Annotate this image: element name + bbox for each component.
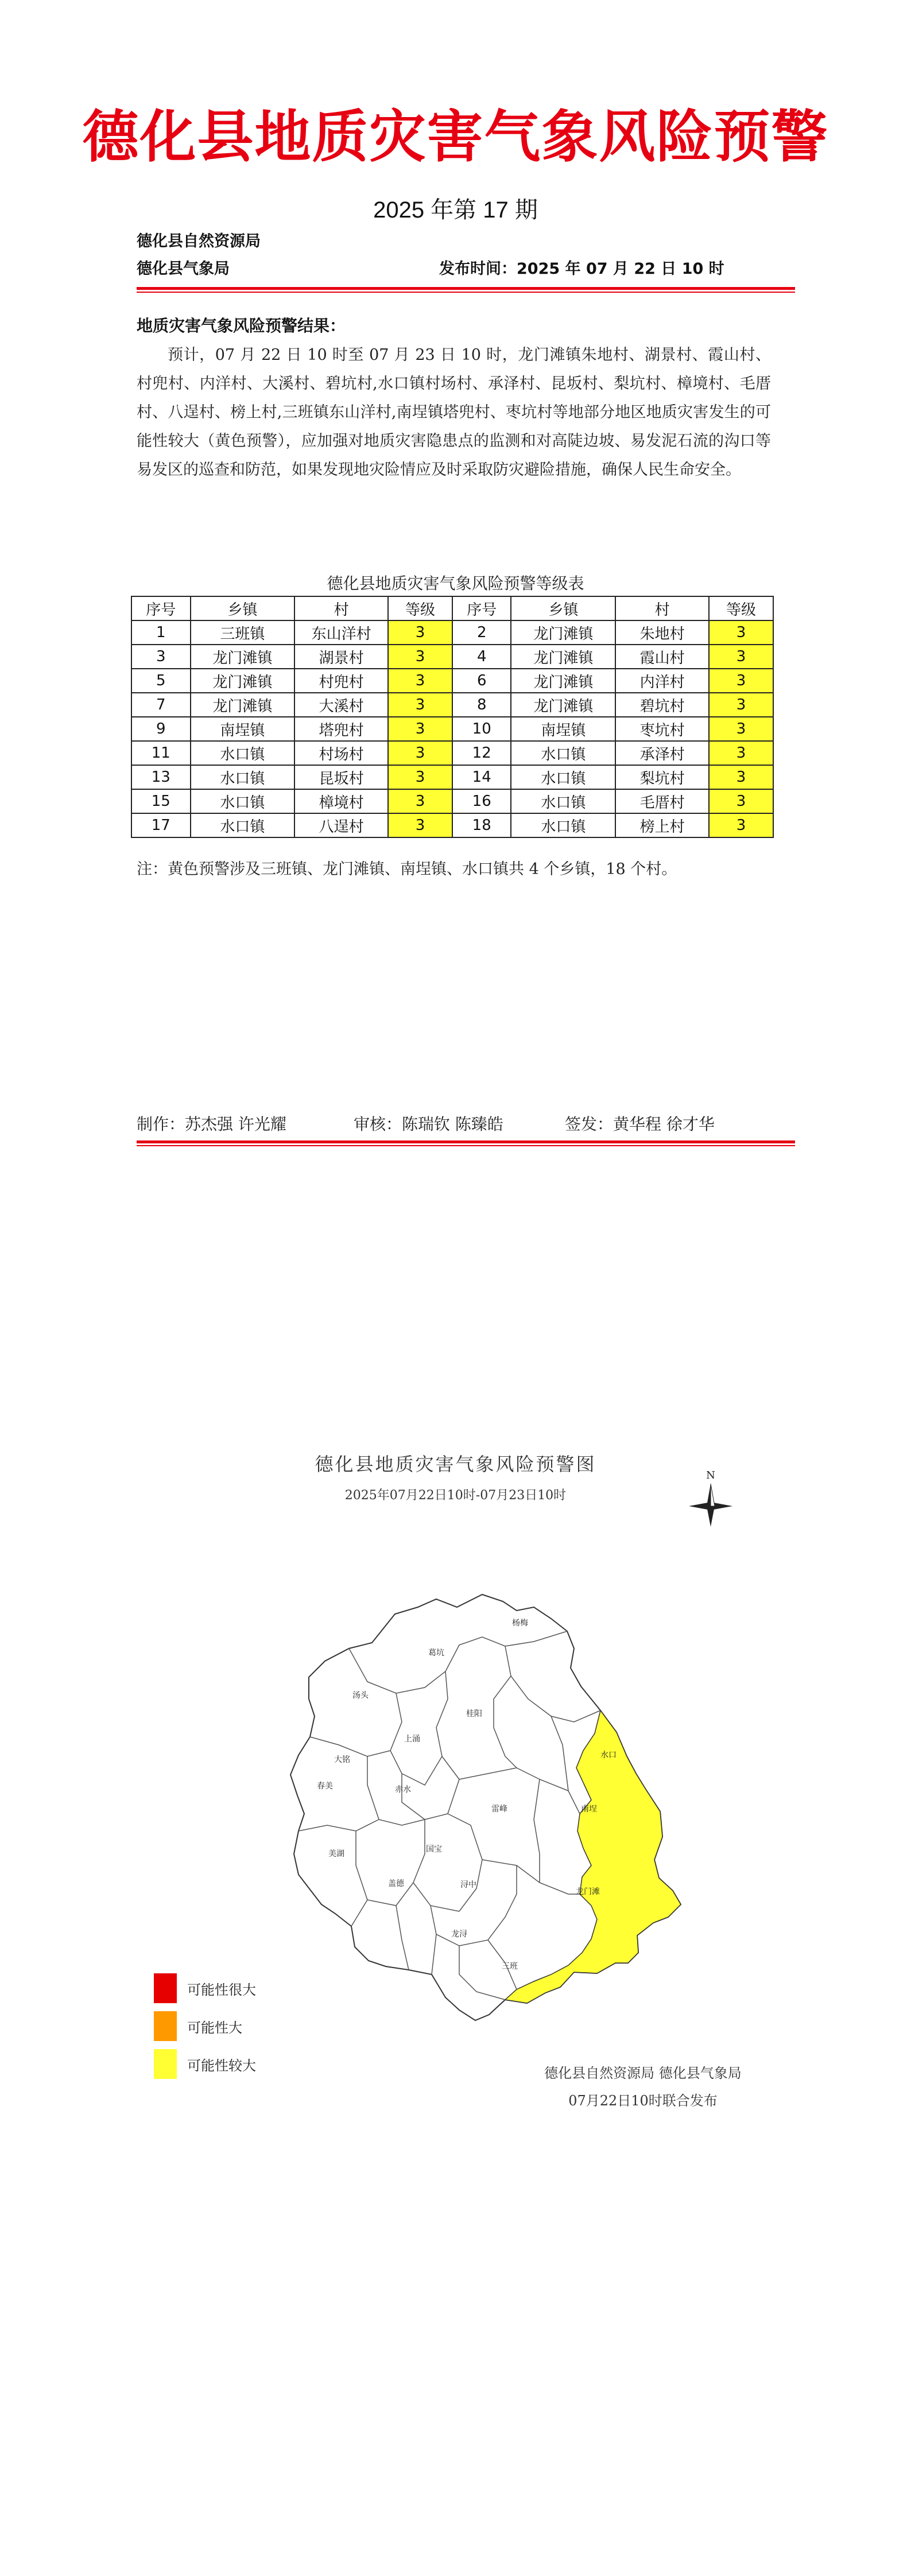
table-cell: 霞山村 (615, 645, 709, 669)
table-cell: 4 (452, 645, 511, 669)
col-header: 村 (294, 596, 388, 620)
table-cell: 朱地村 (615, 620, 709, 645)
table-cell: 水口镇 (191, 741, 295, 765)
agency-meteorology: 德化县气象局 (137, 260, 230, 278)
level-cell: 3 (388, 813, 452, 837)
table-cell: 水口镇 (511, 765, 615, 789)
level-cell: 3 (709, 645, 773, 669)
made-by: 制作：苏杰强 许光耀 (137, 1115, 286, 1134)
town-label: 盖德 (388, 1879, 404, 1888)
table-cell: 10 (452, 717, 511, 741)
town-label: 上涌 (404, 1735, 420, 1744)
table-cell: 水口镇 (191, 765, 295, 789)
col-header: 等级 (709, 596, 773, 620)
table-cell: 龙门滩镇 (191, 669, 295, 693)
town-label: 龙浔 (451, 1930, 467, 1939)
table-cell: 龙门滩镇 (511, 693, 615, 717)
table-cell: 龙门滩镇 (191, 645, 295, 669)
town-label: 美湖 (328, 1849, 344, 1859)
legend-swatch-red (154, 1973, 177, 2003)
level-cell: 3 (709, 693, 773, 717)
level-cell: 3 (709, 717, 773, 741)
table-cell: 水口镇 (191, 789, 295, 813)
legend-label: 可能性很大 (187, 1981, 256, 1998)
table-cell: 碧坑村 (615, 693, 709, 717)
table-cell: 村场村 (294, 741, 388, 765)
legend-swatch-orange (154, 2011, 177, 2041)
table-cell: 村兜村 (294, 669, 388, 693)
compass-icon (689, 1469, 732, 1527)
table-cell: 6 (452, 669, 511, 693)
town-label: 葛坑 (428, 1648, 444, 1658)
table-cell: 三班镇 (191, 620, 295, 645)
col-header: 序号 (131, 596, 191, 620)
level-cell: 3 (709, 813, 773, 837)
table-cell: 承泽村 (615, 741, 709, 765)
col-header: 乡镇 (191, 596, 295, 620)
level-cell: 3 (709, 741, 773, 765)
table-cell: 龙门滩镇 (191, 693, 295, 717)
map-title: 德化县地质灾害气象风险预警图 (315, 1453, 596, 1475)
table-cell: 16 (452, 789, 511, 813)
town-label: 雷峰 (491, 1805, 507, 1814)
town-label: 春美 (317, 1782, 333, 1791)
table-cell: 昆坂村 (294, 765, 388, 789)
table-cell: 11 (131, 741, 191, 765)
table-cell: 15 (131, 789, 191, 813)
table-cell: 3 (131, 645, 191, 669)
town-label: 龙门滩 (576, 1887, 600, 1896)
table-cell: 八逞村 (294, 813, 388, 837)
level-cell: 3 (709, 620, 773, 645)
table-cell: 湖景村 (294, 645, 388, 669)
table-cell: 8 (452, 693, 511, 717)
table-cell: 水口镇 (191, 813, 295, 837)
table-cell: 樟境村 (294, 789, 388, 813)
compass-north-label: N (706, 1469, 715, 1481)
col-header: 等级 (388, 596, 452, 620)
table-note: 注：黄色预警涉及三班镇、龙门滩镇、南埕镇、水口镇共 4 个乡镇，18 个村。 (137, 860, 677, 878)
town-label: 汤头 (352, 1691, 369, 1700)
level-cell: 3 (709, 789, 773, 813)
town-label: 桂阳 (466, 1709, 482, 1718)
map-legend (154, 1973, 256, 2079)
result-heading: 地质灾害气象风险预警结果： (137, 316, 346, 335)
table-cell: 14 (452, 765, 511, 789)
table-cell: 龙门滩镇 (511, 669, 615, 693)
town-label: 三班 (502, 1962, 518, 1971)
table-cell: 13 (131, 765, 191, 789)
publish-time: 发布时间：2025 年 07 月 22 日 10 时 (439, 260, 724, 278)
legend-item (154, 2011, 256, 2041)
table-cell: 毛厝村 (615, 789, 709, 813)
map-issuer: 德化县自然资源局 德化县气象局 (544, 2065, 742, 2081)
town-label: 国宝 (426, 1845, 442, 1854)
table-cell: 9 (131, 717, 191, 741)
town-label: 南埕 (581, 1805, 597, 1814)
legend-label: 可能性较大 (187, 2057, 256, 2074)
town-label: 水口 (600, 1751, 617, 1760)
agency-natural-resources: 德化县自然资源局 (137, 232, 261, 250)
document-title: 德化县地质灾害气象风险预警 (82, 104, 829, 170)
table-cell: 水口镇 (511, 789, 615, 813)
issued-by: 签发：黄华程 徐才华 (565, 1115, 715, 1134)
town-label: 浔中 (460, 1880, 476, 1890)
table-cell: 梨坑村 (615, 765, 709, 789)
table-cell: 水口镇 (511, 813, 615, 837)
table-cell: 7 (131, 693, 191, 717)
table-cell: 17 (131, 813, 191, 837)
table-cell: 12 (452, 741, 511, 765)
level-cell: 3 (388, 620, 452, 645)
table-cell: 2 (452, 620, 511, 645)
table-cell: 南埕镇 (511, 717, 615, 741)
level-cell: 3 (388, 717, 452, 741)
table-cell: 水口镇 (511, 741, 615, 765)
result-paragraph-text: 预计，07 月 22 日 10 时至 07 月 23 日 10 时，龙门滩镇朱地村、湖景村、霞山村、村兜村、内洋村、大溪村、碧坑村,水口镇村场村、承泽村、昆坂村、梨坑村、樟境村、毛厝村、八逞村、榜上村,三班镇东山洋村,南埕镇塔兜村、枣坑村等地部分地区地质灾害发生的可能性较大（黄色预警），应加强对地质灾害隐患点的监测和对高陡边坡、易发泥石流的沟口等易发区的巡查和防范，如果发现地灾险情应及时采取防灾避险措施，确保人民生命安全。 (137, 346, 771, 479)
map-issue-note: 07月22日10时联合发布 (568, 2093, 718, 2109)
issue-number: 2025 年第 17 期 (373, 197, 538, 223)
table-cell: 龙门滩镇 (511, 645, 615, 669)
table-cell: 内洋村 (615, 669, 709, 693)
reviewed-by: 审核：陈瑞钦 陈臻皓 (354, 1115, 503, 1134)
table-cell: 东山洋村 (294, 620, 388, 645)
level-cell: 3 (388, 645, 452, 669)
table-caption: 德化县地质灾害气象风险预警等级表 (327, 574, 584, 593)
table-cell: 18 (452, 813, 511, 837)
table-cell: 1 (131, 620, 191, 645)
level-cell: 3 (388, 765, 452, 789)
legend-swatch-yellow (154, 2049, 177, 2079)
level-cell: 3 (388, 669, 452, 693)
map-time-range: 2025年07月22日10时-07月23日10时 (344, 1488, 567, 1503)
table-cell: 5 (131, 669, 191, 693)
table-cell: 榜上村 (615, 813, 709, 837)
town-label: 赤水 (395, 1785, 411, 1794)
level-cell: 3 (388, 693, 452, 717)
level-cell: 3 (709, 669, 773, 693)
table-cell: 大溪村 (294, 693, 388, 717)
level-cell: 3 (388, 741, 452, 765)
legend-label: 可能性大 (187, 2019, 242, 2036)
legend-item (154, 2049, 256, 2079)
table-cell: 枣坑村 (615, 717, 709, 741)
town-label: 杨梅 (512, 1619, 528, 1628)
table-cell: 龙门滩镇 (511, 620, 615, 645)
col-header: 乡镇 (511, 596, 615, 620)
level-cell: 3 (709, 765, 773, 789)
level-cell: 3 (388, 789, 452, 813)
table-cell: 南埕镇 (191, 717, 295, 741)
legend-item (154, 1973, 256, 2003)
col-header: 村 (615, 596, 709, 620)
col-header: 序号 (452, 596, 511, 620)
table-cell: 塔兜村 (294, 717, 388, 741)
town-label: 大铭 (334, 1755, 350, 1764)
